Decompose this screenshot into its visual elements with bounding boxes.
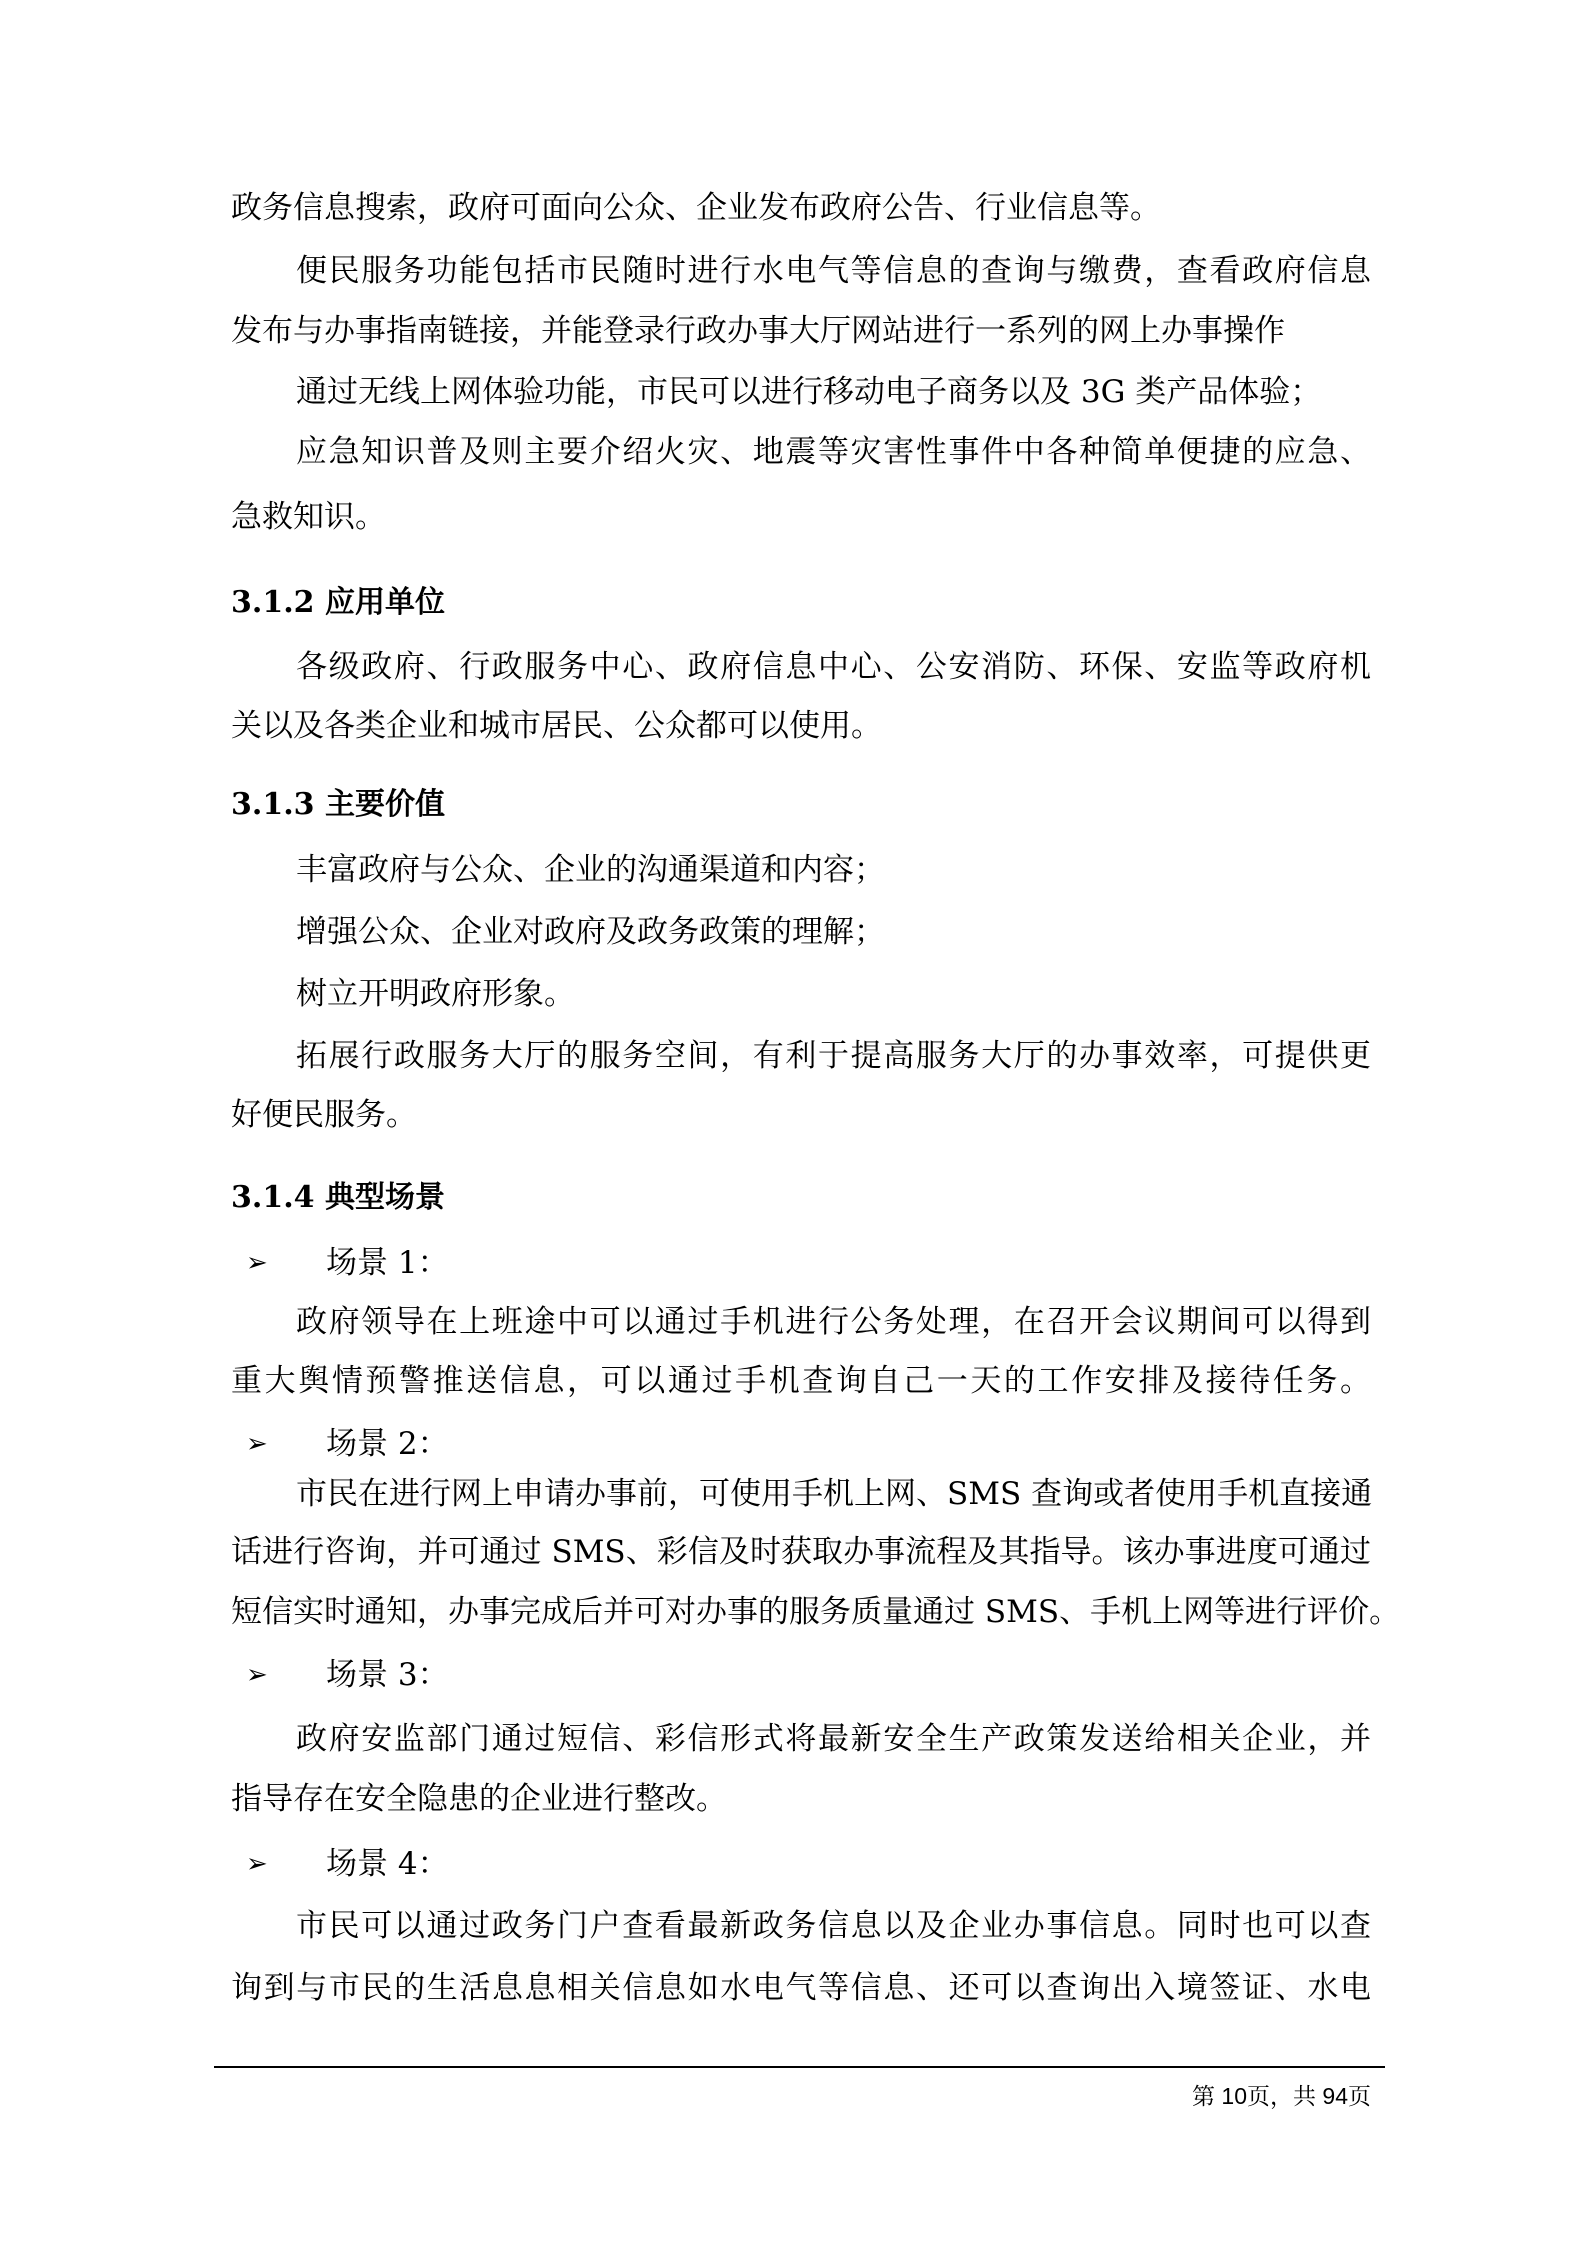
text-line: 政府领导在上班途中可以通过手机进行公务处理，在召开会议期间可以得到 — [296, 1304, 1371, 1340]
text-line: 各级政府、行政服务中心、政府信息中心、公安消防、环保、安监等政府机 — [296, 649, 1371, 685]
text-line: 便民服务功能包括市民随时进行水电气等信息的查询与缴费，查看政府信息 — [296, 253, 1371, 289]
text-line: 好便民服务。 — [231, 1097, 417, 1133]
text-line: 应急知识普及则主要介绍火灾、地震等灾害性事件中各种简单便捷的应急、 — [296, 434, 1371, 470]
text-line: 树立开明政府形象。 — [296, 976, 575, 1012]
text-line: 指导存在安全隐患的企业进行整改。 — [231, 1781, 727, 1817]
footer-divider — [214, 2066, 1385, 2068]
text-line: 增强公众、企业对政府及政务政策的理解； — [296, 914, 885, 950]
text-line: 短信实时通知，办事完成后并可对办事的服务质量通过 SMS、手机上网等进行评价。 — [231, 1594, 1401, 1630]
scenario-label: 场景 4： — [326, 1846, 449, 1882]
text-line: 发布与办事指南链接，并能登录行政办事大厅网站进行一系列的网上办事操作 — [231, 313, 1285, 349]
bullet-arrow-icon: ➢ — [246, 1429, 268, 1459]
section-heading: 3.1.3 主要价值 — [231, 787, 445, 822]
scenario-label: 场景 1： — [326, 1245, 449, 1281]
text-line: 拓展行政服务大厅的服务空间，有利于提高服务大厅的办事效率，可提供更 — [296, 1038, 1371, 1074]
bullet-arrow-icon: ➢ — [246, 1248, 268, 1278]
bullet-arrow-icon: ➢ — [246, 1849, 268, 1879]
scenario-label: 场景 3： — [326, 1657, 449, 1693]
scenario-label: 场景 2： — [326, 1426, 449, 1462]
section-heading: 3.1.4 典型场景 — [231, 1180, 445, 1215]
text-line: 急救知识。 — [231, 499, 386, 535]
page-number: 第 10页，共 94页 — [1192, 2083, 1371, 2109]
bullet-arrow-icon: ➢ — [246, 1660, 268, 1690]
text-line: 重大舆情预警推送信息，可以通过手机查询自己一天的工作安排及接待任务。 — [231, 1363, 1371, 1399]
text-line: 通过无线上网体验功能，市民可以进行移动电子商务以及 3G 类产品体验； — [296, 374, 1322, 410]
text-line: 政府安监部门通过短信、彩信形式将最新安全生产政策发送给相关企业，并 — [296, 1721, 1371, 1757]
text-line: 话进行咨询，并可通过 SMS、彩信及时获取办事流程及其指导。该办事进度可通过 — [231, 1534, 1371, 1570]
text-line: 询到与市民的生活息息相关信息如水电气等信息、还可以查询出入境签证、水电 — [231, 1970, 1371, 2006]
text-line: 关以及各类企业和城市居民、公众都可以使用。 — [231, 708, 882, 744]
section-heading: 3.1.2 应用单位 — [231, 585, 445, 620]
text-line: 丰富政府与公众、企业的沟通渠道和内容； — [296, 852, 885, 888]
text-line: 政务信息搜索，政府可面向公众、企业发布政府公告、行业信息等。 — [231, 190, 1161, 226]
text-line: 市民在进行网上申请办事前，可使用手机上网、SMS 查询或者使用手机直接通 — [296, 1476, 1373, 1512]
text-line: 市民可以通过政务门户查看最新政务信息以及企业办事信息。同时也可以查 — [296, 1908, 1371, 1944]
